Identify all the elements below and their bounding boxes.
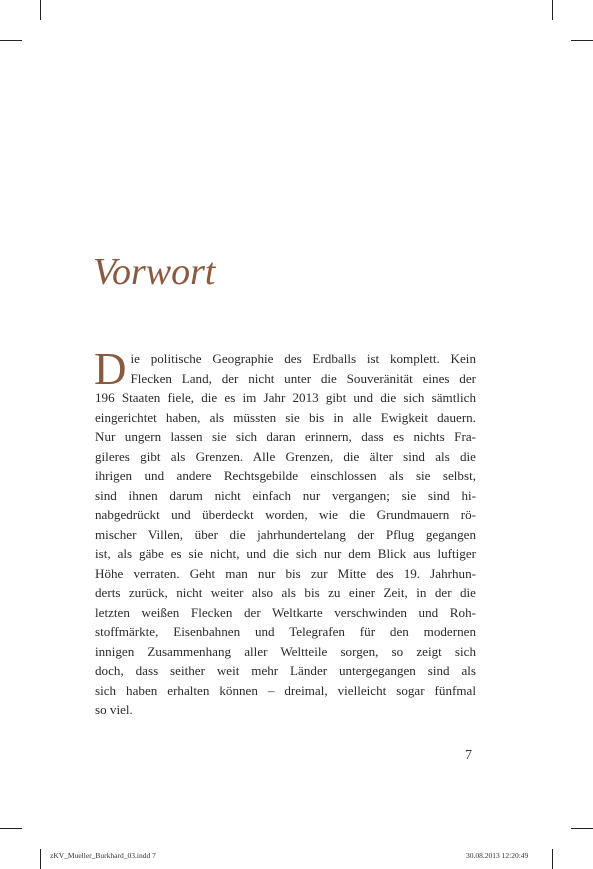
drop-cap: D [94,344,127,394]
text-line: eingerichtet haben, als müssten sie bis in alle Ewigkeit dauern. [95,409,476,425]
page-number: 7 [465,748,472,763]
crop-mark-bottom-left-vertical [40,849,41,869]
crop-mark-top-left-horizontal [0,40,22,41]
text-line: doch, dass seither weit mehr Länder untergegangen sind als [95,663,476,678]
text-line: ihrigen und andere Rechtsgebilde einschlossen als sie selbst, [95,468,476,483]
text-line: Flecken Land, der nicht unter die Souveränität eines der [130,370,476,386]
text-line: ist, als gäbe es sie nicht, und die sich nur dem Blick aus luftiger [95,546,476,561]
crop-mark-top-left-vertical [40,0,41,20]
text-line: ie politische Geographie des Erdballs ist komplett. Kein [130,351,476,366]
body-text [94,344,476,720]
text-line: innigen Zusammenhang aller Weltteile sorgen, so zeigt sich [95,643,476,659]
text-line: Nur ungern lassen sie sich daran erinnern, dass es nichts Fra- [95,429,476,444]
text-line: sich haben erhalten können – dreimal, vielleicht sogar fünfmal [95,682,476,698]
text-line: nabgedrückt und überdeckt worden, wie die Grundmauern rö- [95,507,476,522]
text-line: derts zurück, nicht weiter also als bis zu einer Zeit, in der die [95,585,476,600]
crop-mark-top-right-horizontal [571,40,593,41]
text-line: gileres gibt als Grenzen. Alle Grenzen, die älter sind als die [95,448,476,464]
slug-timestamp: 30.08.2013 12:20:49 [466,851,529,860]
crop-mark-top-right-vertical [552,0,553,20]
text-line: sind ihnen darum nicht einfach nur vergangen; sie sind hi- [95,487,476,503]
text-line: stoffmärkte, Eisenbahnen und Telegrafen für den modernen [95,624,476,639]
text-line: letzten weißen Flecken der Weltkarte verschwinden und Roh- [95,604,476,620]
crop-mark-bottom-right-horizontal [571,828,593,829]
text-line: mischer Villen, über die jahrhundertelang der Pflug gegangen [95,526,476,542]
chapter-title: Vorwort [93,251,216,293]
crop-mark-bottom-right-vertical [552,849,553,869]
text-line-last: so viel. [95,702,133,717]
slug-filename: zKV_Mueller_Burkhard_03.indd 7 [50,851,156,860]
text-line: 196 Staaten fiele, die es im Jahr 2013 gibt und die sich sämtlich [95,390,476,405]
crop-mark-bottom-left-horizontal [0,828,22,829]
text-line: Höhe verraten. Geht man nur bis zur Mitte des 19. Jahrhun- [95,565,476,581]
